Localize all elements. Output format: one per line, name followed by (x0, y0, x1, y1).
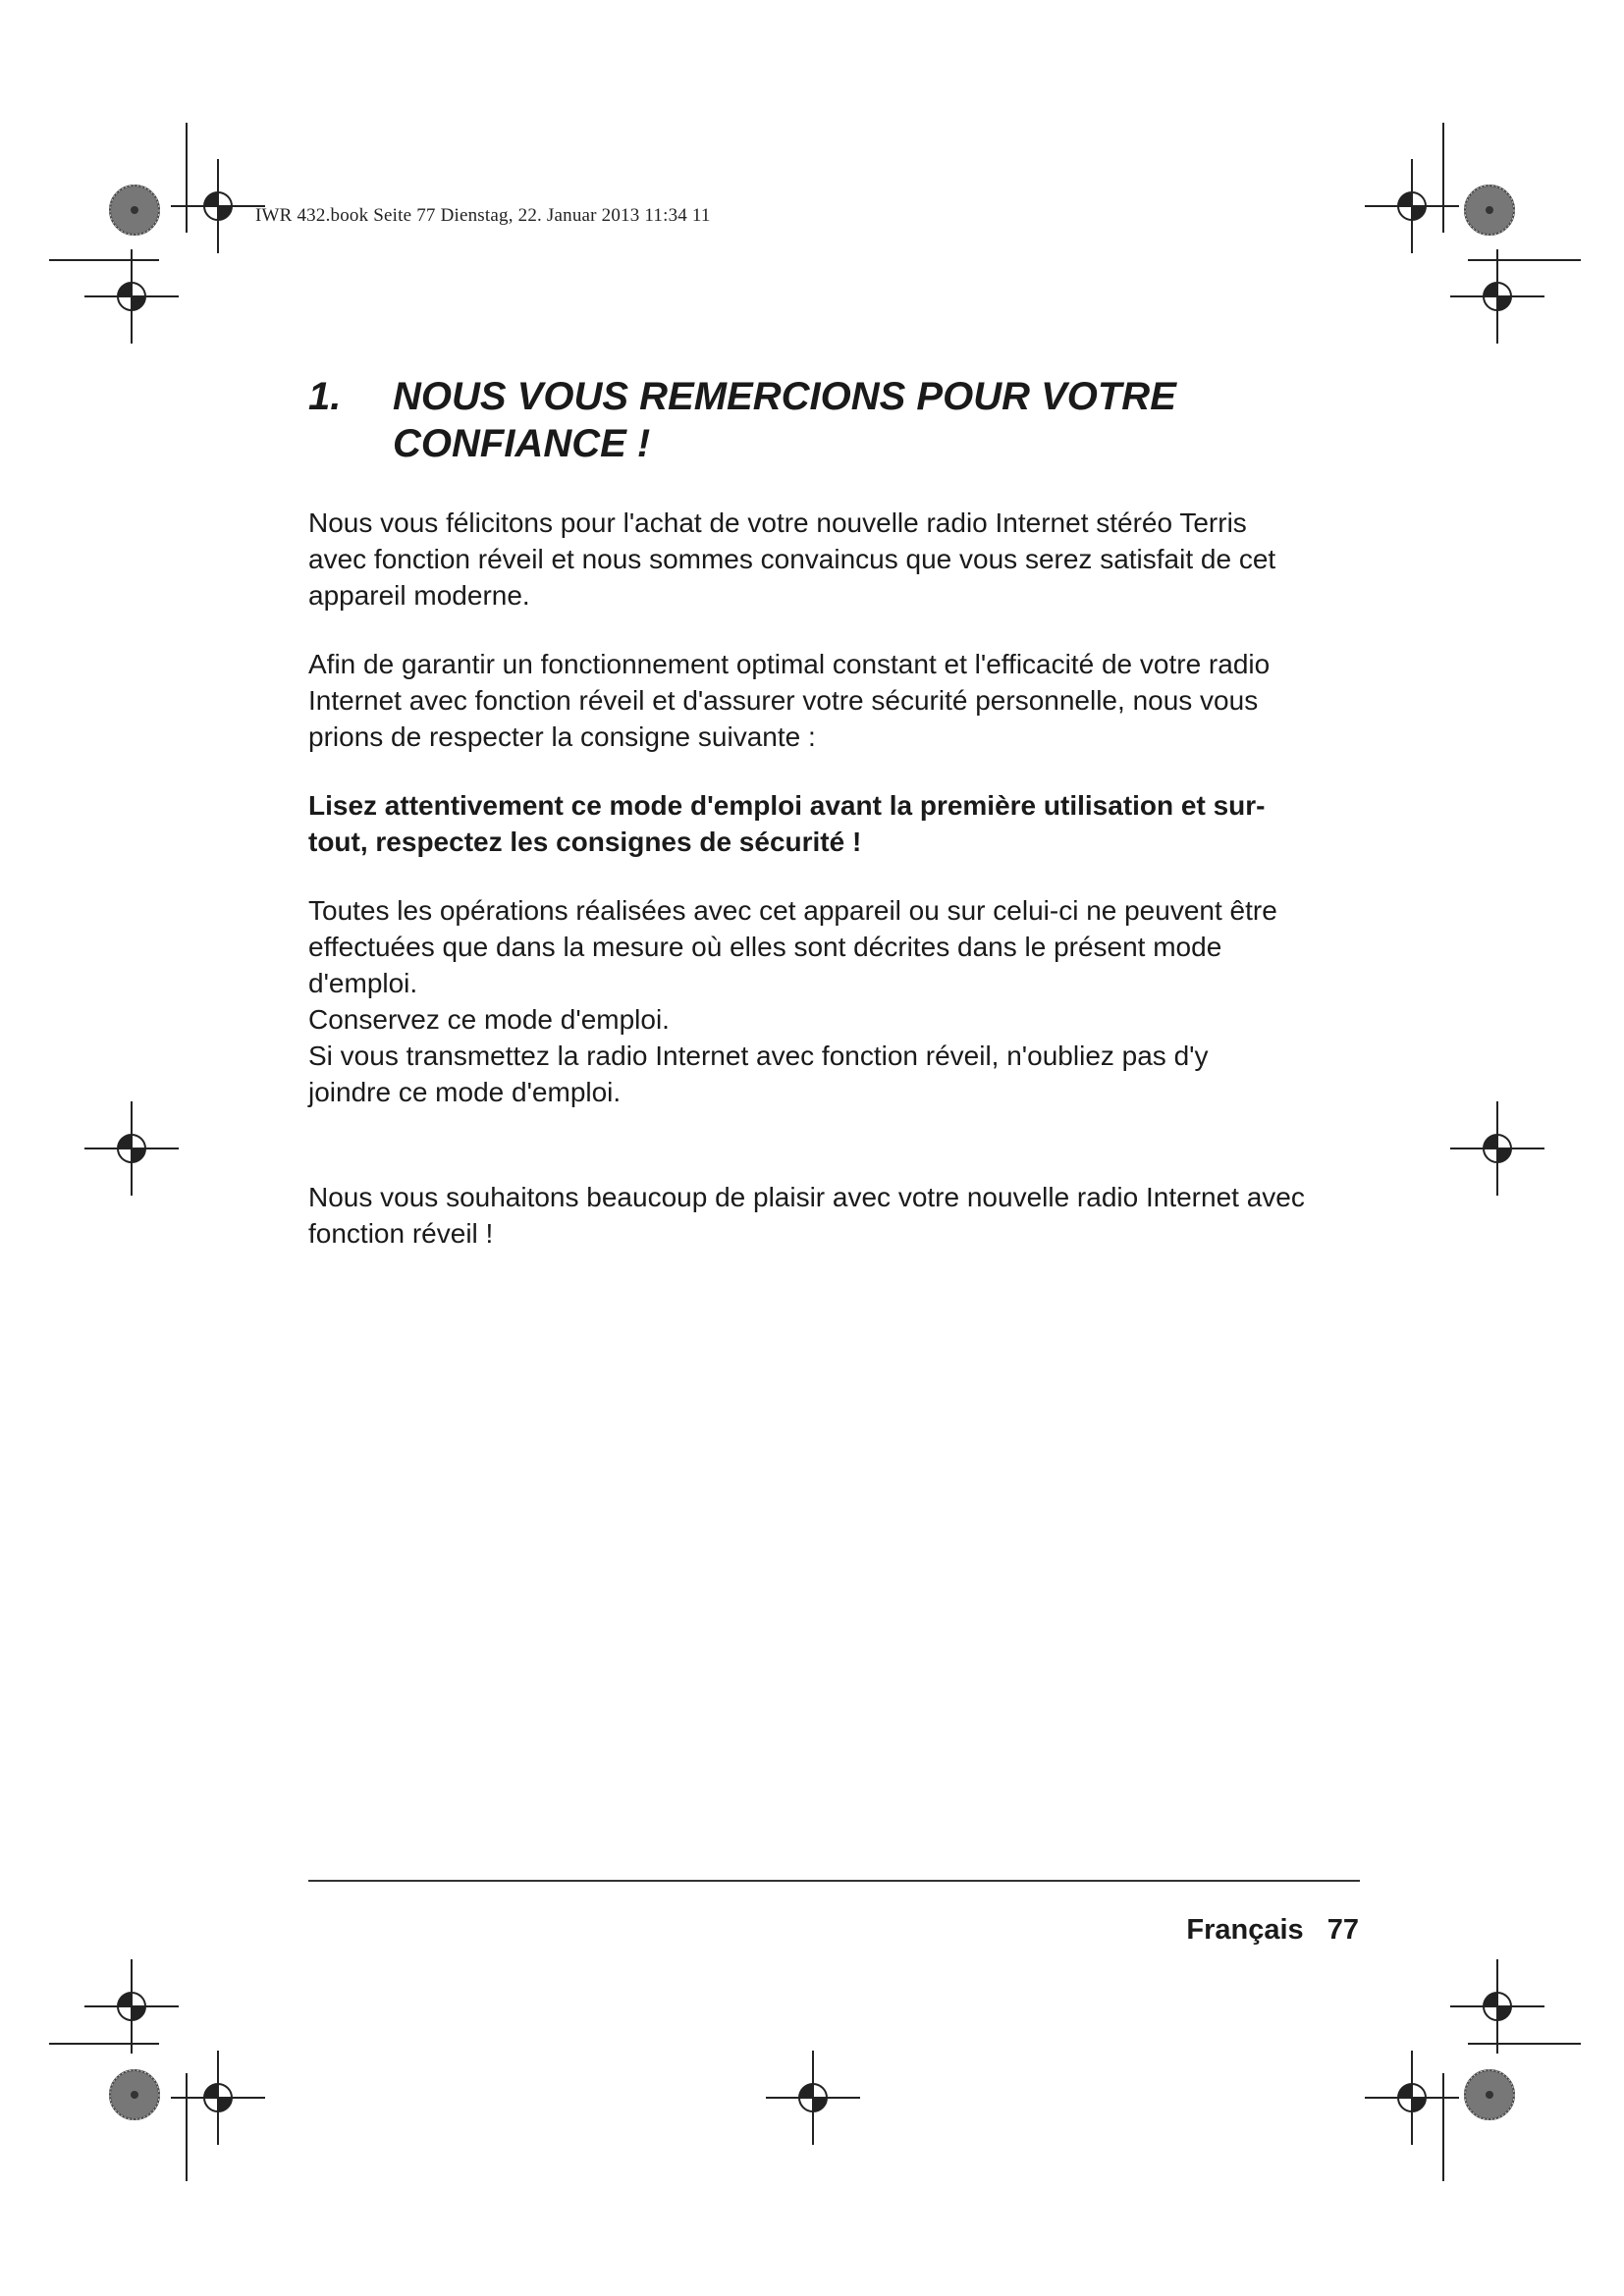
page-content (308, 373, 1364, 1284)
registration-mark-icon (171, 159, 265, 253)
registration-mark-icon (84, 1101, 179, 1196)
chapter-title-line: CONFIANCE ! (393, 422, 651, 465)
color-wheel-icon (110, 186, 159, 235)
paragraph-congratulations: Nous vous félicitons pour l'achat de votre nouvelle radio Internet stéréo Terris avec fonction réveil et nous sommes convaincus que vous serez satisfait de cet appareil moderne. (308, 507, 1276, 611)
registration-mark-icon (1450, 1959, 1544, 2054)
paragraph-safety-intro: Afin de garantir un fonctionnement optimal constant et l'efficacité de votre radio Internet avec fonction réveil et d'assurer votre sécurité personnelle, nous vous prions de respecter la consigne suivante : (308, 649, 1271, 752)
paragraph-operations: Toutes les opérations réalisées avec cet appareil ou sur celui-ci ne peuvent être effectuées que dans la mesure où elles sont décrites dans le présent mode d'emploi. Conservez ce mode d'emploi. Si vous transmettez la radio Internet avec fonction réveil, n'oubliez pas d'y joindre ce mode d'emploi. (308, 895, 1277, 1107)
chapter-title-line: NOUS VOUS REMERCIONS POUR VOTRE (393, 375, 1176, 418)
color-wheel-icon (1465, 186, 1514, 235)
registration-mark-icon (1450, 1101, 1544, 1196)
registration-mark-icon (1365, 159, 1459, 253)
print-header: IWR 432.book Seite 77 Dienstag, 22. Januar 2013 11:34 11 (255, 205, 711, 226)
color-wheel-icon (110, 2070, 159, 2119)
color-wheel-icon (1465, 2070, 1514, 2119)
chapter-title-text (393, 373, 1364, 467)
page-number: 77 (1326, 1914, 1359, 1946)
registration-mark-icon (1365, 2051, 1459, 2145)
paragraph-read-manual-warning: Lisez attentivement ce mode d'emploi avant la première utilisation et sur- tout, respectez les consignes de sécurité ! (308, 790, 1266, 857)
page-footer (1186, 1914, 1359, 1947)
registration-mark-icon (766, 2051, 860, 2145)
registration-mark-icon (1450, 249, 1544, 344)
registration-mark-icon (171, 2051, 265, 2145)
registration-mark-icon (84, 249, 179, 344)
chapter-number: 1. (308, 375, 342, 418)
footer-divider (308, 1880, 1360, 1882)
chapter-title (308, 373, 1364, 467)
footer-language: Français (1186, 1914, 1304, 1946)
registration-mark-icon (84, 1959, 179, 2054)
paragraph-closing: Nous vous souhaitons beaucoup de plaisir avec votre nouvelle radio Internet avec fonction réveil ! (308, 1182, 1305, 1249)
